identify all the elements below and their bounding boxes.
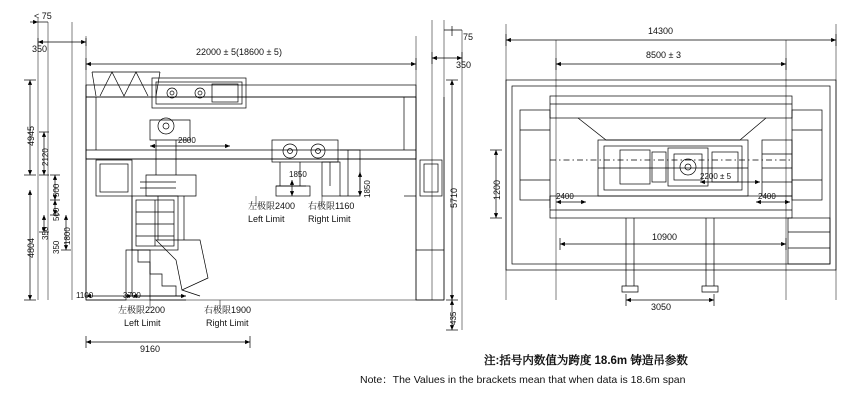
limit-upper-left-cn: 左极限2400: [248, 201, 296, 211]
limit-lower-left-en: Left Limit: [124, 318, 161, 328]
dim-height-350a: 350: [41, 226, 50, 240]
dim-base-9160: 9160: [140, 344, 161, 354]
dim-base-3700: 3700: [123, 291, 141, 300]
dim-height-500b: 500: [52, 207, 61, 221]
dim-height-435: 435: [449, 311, 458, 325]
dim-height-1800: 1800: [63, 227, 72, 245]
dim-base-1100: 1100: [76, 291, 94, 300]
dim-clearance-75: < 75: [34, 11, 52, 21]
limit-lower-right-en: Right Limit: [206, 318, 249, 328]
dim-rail-2200: 2200 ± 5: [700, 172, 732, 181]
dim-height-1200: 1200: [492, 179, 502, 200]
limit-upper-right-en: Right Limit: [308, 214, 351, 224]
limit-lower-left-cn: 左极限2200: [118, 305, 166, 315]
dim-height-2120: 2120: [41, 148, 50, 166]
dim-end-2400-left: 2400: [556, 192, 574, 201]
dim-top-left-offset-350: 350: [32, 44, 48, 54]
dim-overall-14300: 14300: [648, 26, 674, 36]
dim-trolley-2800: 2800: [178, 136, 196, 145]
dim-span-3050: 3050: [651, 302, 672, 312]
dim-span-main: 22000 ± 5(18600 ± 5): [196, 47, 282, 57]
limit-lower-right-cn: 右极限1900: [204, 305, 252, 315]
dim-height-4945: 4945: [26, 125, 36, 146]
limit-upper-right-cn: 右极限1160: [308, 201, 355, 211]
dim-end-2400-right: 2400: [758, 192, 776, 201]
dim-height-5710: 5710: [449, 187, 459, 208]
dim-span-10900: 10900: [652, 232, 678, 242]
dim-height-4804: 4804: [26, 237, 36, 258]
note-english: Note：The Values in the brackets mean that when data is 18.6m span: [360, 374, 686, 386]
note-chinese: 注:括号内数值为跨度 18.6m 铸造吊参数: [484, 355, 688, 367]
dim-right-offset-350: 350: [456, 60, 472, 70]
dim-hook-1850-right: 1850: [363, 180, 372, 198]
dim-height-350b: 350: [52, 240, 61, 254]
dim-right-clearance-75: 75: [463, 32, 474, 42]
limit-upper-left-en: Left Limit: [248, 214, 285, 224]
dim-hook-1850-left: 1850: [289, 170, 307, 179]
dim-height-500a: 500: [52, 183, 61, 197]
dim-wheelbase-8500: 8500 ± 3: [646, 50, 681, 60]
